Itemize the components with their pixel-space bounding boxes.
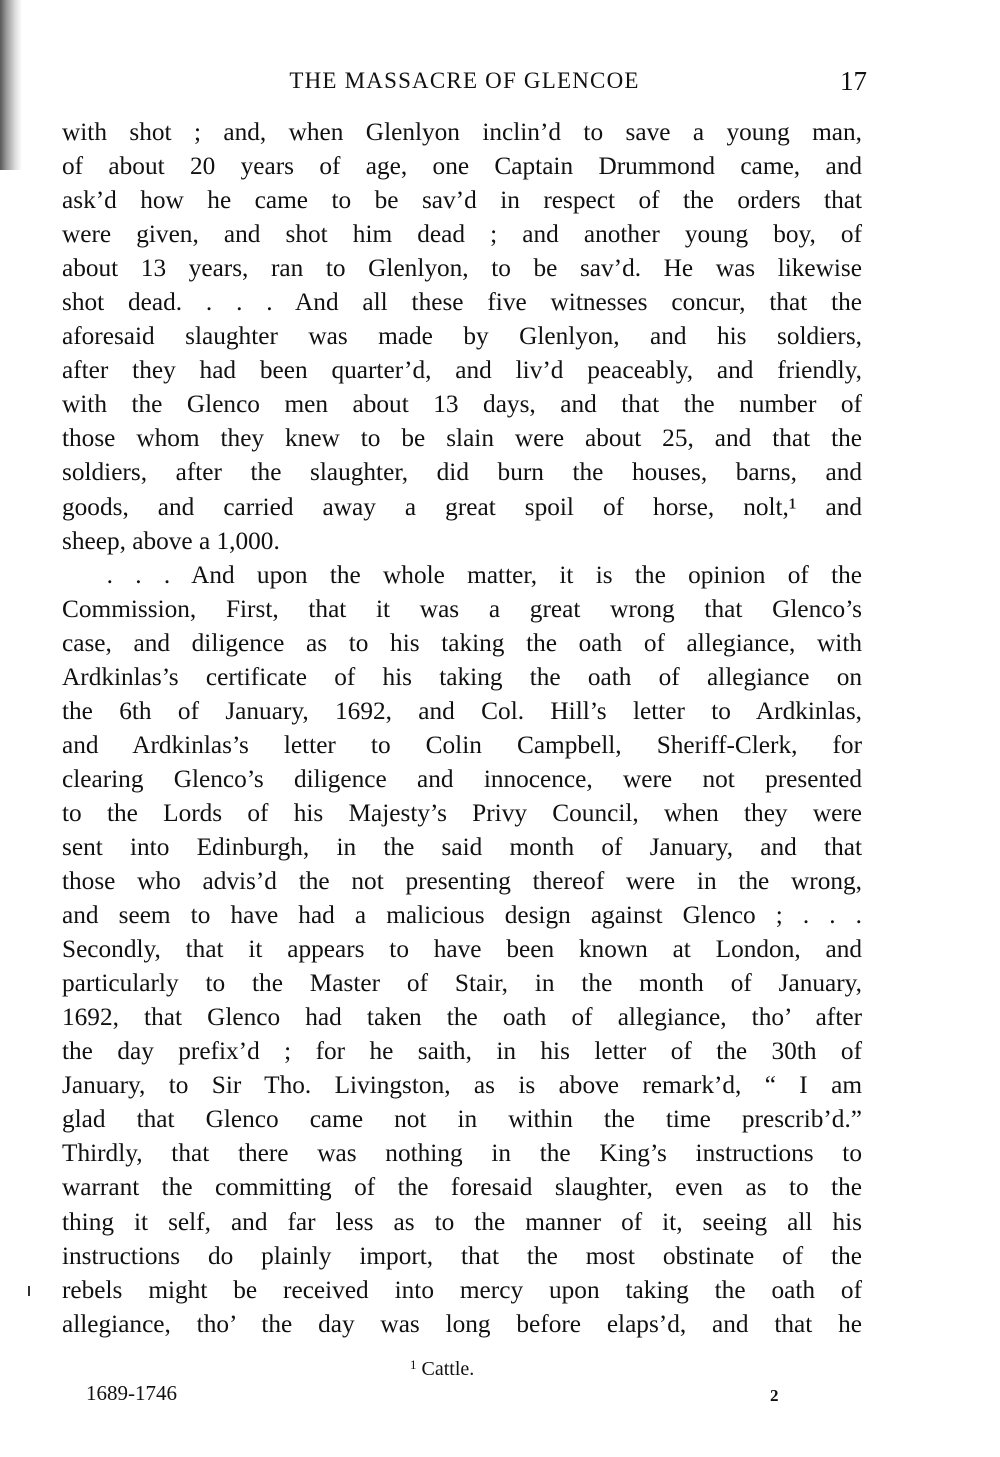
text-line: those who advis’d the not presenting thereof were in the wrong, — [62, 867, 862, 896]
text-line: with the Glenco men about 13 days, and that the number of — [62, 390, 862, 419]
text-line: allegiance, tho’ the day was long before elaps’d, and that he — [62, 1309, 862, 1338]
margin-mark — [28, 1286, 30, 1296]
text-line: those whom they knew to be slain were about 25, and that the — [62, 424, 862, 453]
page-edge-shadow — [0, 0, 22, 170]
text-line: particularly to the Master of Stair, in the month of January, — [62, 969, 862, 998]
text-line: ask’d how he came to be sav’d in respect of the orders that — [62, 186, 862, 215]
text-line: case, and diligence as to his taking the oath of allegiance, with — [62, 628, 862, 657]
text-line: and Ardkinlas’s letter to Colin Campbell, Sheriff-Clerk, for — [62, 730, 862, 759]
text-line: Secondly, that it appears to have been known at London, and — [62, 935, 862, 964]
footnote-text: Cattle. — [421, 1358, 475, 1380]
text-line: about 13 years, ran to Glenlyon, to be sav’d. He was likewise — [62, 254, 862, 283]
text-line: were given, and shot him dead ; and another young boy, of — [62, 220, 862, 249]
text-line: Thirdly, that there was nothing in the King’s instructions to — [62, 1139, 862, 1168]
text-line: warrant the committing of the foresaid slaughter, even as to the — [62, 1173, 862, 1202]
text-line: 1692, that Glenco had taken the oath of allegiance, tho’ after — [62, 1003, 862, 1032]
text-line: instructions do plainly import, that the most obstinate of the — [62, 1241, 862, 1270]
text-line: goods, and carried away a great spoil of horse, nolt,¹ and — [62, 492, 862, 521]
signature-mark: 1689-1746 — [86, 1381, 177, 1405]
text-line: and seem to have had a malicious design against Glenco ; . . . — [62, 901, 862, 930]
text-line: to the Lords of his Majesty’s Privy Council, when they were — [62, 798, 862, 827]
footnote — [410, 1352, 474, 1382]
text-line: of about 20 years of age, one Captain Drummond came, and — [62, 152, 862, 181]
text-line: glad that Glenco came not in within the time prescrib’d.” — [62, 1105, 862, 1134]
text-line: January, to Sir Tho. Livingston, as is above remark’d, “ I am — [62, 1071, 862, 1100]
text-line: Commission, First, that it was a great wrong that Glenco’s — [62, 594, 862, 623]
text-line: sent into Edinburgh, in the said month of January, and that — [62, 832, 862, 861]
text-line: clearing Glenco’s diligence and innocence, were not presented — [62, 764, 862, 793]
paragraph-end-line: sheep, above a 1,000. — [62, 526, 280, 555]
page-number: 17 — [840, 66, 867, 96]
text-line: shot dead. . . . And all these five witnesses concur, that the — [62, 288, 862, 317]
running-head — [62, 64, 867, 98]
gathering-number: 2 — [770, 1386, 779, 1405]
text-line: . . . And upon the whole matter, it is the opinion of the — [62, 560, 862, 589]
text-line: rebels might be received into mercy upon taking the oath of — [62, 1275, 862, 1304]
text-line: the 6th of January, 1692, and Col. Hill’s letter to Ardkinlas, — [62, 696, 862, 725]
text-line: the day prefix’d ; for he saith, in his letter of the 30th of — [62, 1037, 862, 1066]
text-line: after they had been quarter’d, and liv’d peaceably, and friendly, — [62, 356, 862, 385]
footnote-marker: 1 — [410, 1357, 417, 1372]
text-line: soldiers, after the slaughter, did burn the houses, barns, and — [62, 458, 862, 487]
text-line: aforesaid slaughter was made by Glenlyon, and his soldiers, — [62, 322, 862, 351]
running-title: THE MASSACRE OF GLENCOE — [289, 68, 640, 93]
body-text — [62, 115, 862, 1341]
text-line: with shot ; and, when Glenlyon inclin’d to save a young man, — [62, 118, 862, 146]
text-line: Ardkinlas’s certificate of his taking the oath of allegiance on — [62, 662, 862, 691]
text-line: thing it self, and far less as to the manner of it, seeing all his — [62, 1207, 862, 1236]
